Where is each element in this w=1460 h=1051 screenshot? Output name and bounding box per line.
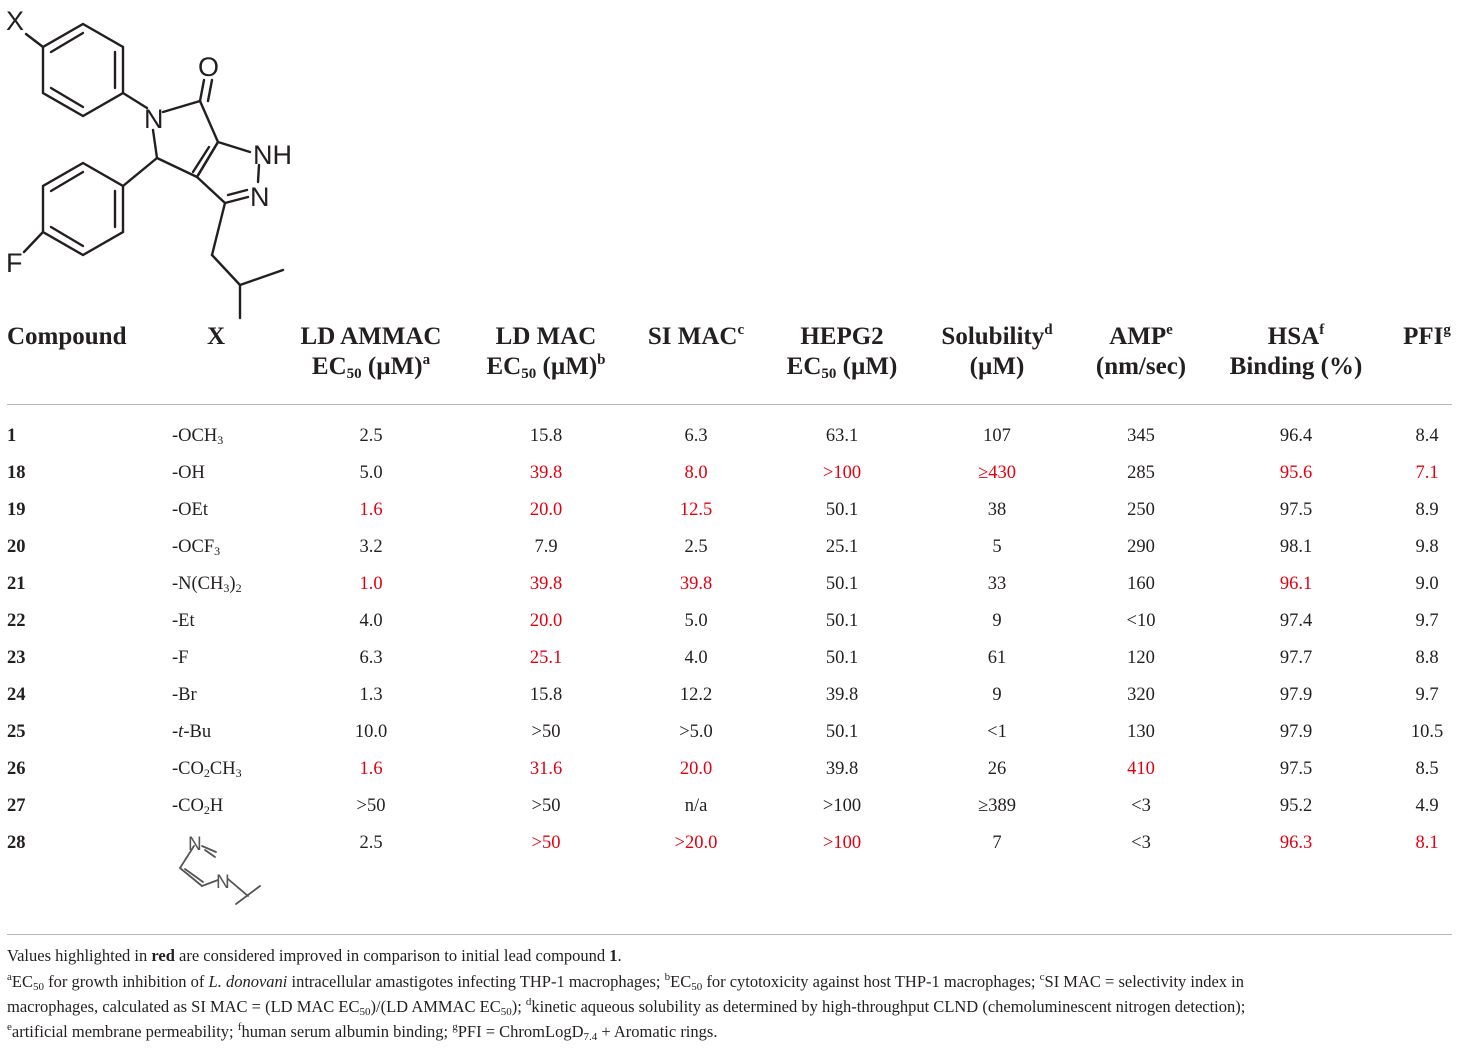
- header-solubility-line1: Solubility$^d$: [941, 322, 1053, 350]
- ammac-value-cell: 1.0: [359, 574, 383, 594]
- amp-value-cell: 160: [1127, 574, 1155, 594]
- header-hsa-line1: HSA$^f$: [1267, 322, 1325, 350]
- table-row: [0, 756, 1460, 793]
- si-value-cell: 8.0: [684, 463, 708, 483]
- compound-id-cell: 20: [7, 537, 26, 557]
- mac-value-cell: 20.0: [529, 611, 563, 631]
- pfi-value-cell: 9.7: [1415, 611, 1439, 631]
- substituent-x-cell: $-CO_2H$: [172, 796, 224, 817]
- mac-value-cell: 25.1: [529, 648, 563, 668]
- compound-id-cell: 19: [7, 500, 26, 520]
- mac-value-cell: 39.8: [529, 574, 563, 594]
- table-row: [0, 793, 1460, 830]
- si-value-cell: 12.5: [679, 500, 713, 520]
- header-hsa: [1230, 322, 1363, 382]
- fluoro-label: F: [6, 248, 23, 278]
- ammac-value-cell: 1.6: [359, 500, 383, 520]
- amp-value-cell: 250: [1127, 500, 1155, 520]
- header-ld-ammac-line2: $EC_{50}$ $(\mu M)^a$: [311, 352, 431, 382]
- table-row: [0, 645, 1460, 682]
- hepg2-value-cell: 50.1: [825, 574, 859, 594]
- header-pfi: [1403, 322, 1451, 352]
- imidazole-substituent-structure: [166, 830, 276, 914]
- mac-value-cell: >50: [531, 796, 561, 816]
- hepg2-value-cell: 39.8: [825, 685, 859, 705]
- header-x-label: X: [206, 323, 226, 350]
- ammac-value-cell: 10.0: [354, 722, 388, 742]
- footnote-c-d: macrophages, calculated as SI MAC = (LD MAC $EC_{50})/(LD$ AMMAC $EC_{50}$); $^d$kinetic aqueous solubility as determined by high-throughput CLND (chemoluminescent nitrogen detection);: [7, 996, 1246, 1018]
- compound-id-cell: 1: [7, 426, 17, 446]
- header-ld-mac: [487, 322, 606, 382]
- pyrazole-nh-label: NH: [253, 140, 292, 170]
- hsa-value-cell: 98.1: [1279, 537, 1313, 557]
- ammac-value-cell: 5.0: [359, 463, 383, 483]
- mac-value-cell: 7.9: [534, 537, 558, 557]
- hsa-value-cell: 97.5: [1279, 500, 1313, 520]
- pfi-value-cell: 7.1: [1415, 463, 1439, 483]
- header-hepg2-line2: $EC_{50}$ (µM): [786, 353, 898, 382]
- sol-value-cell: 7: [992, 833, 1002, 853]
- pfi-value-cell: 8.8: [1415, 648, 1439, 668]
- mac-value-cell: 20.0: [529, 500, 563, 520]
- ammac-value-cell: 3.2: [359, 537, 383, 557]
- header-ld-mac-line2: $EC_{50}$ $(\mu M)^b$: [486, 352, 606, 382]
- compound-id-cell: 25: [7, 722, 26, 742]
- header-hsa-line2: Binding (%): [1229, 353, 1363, 380]
- footer-rule: [7, 934, 1452, 935]
- footnote-a-b-c: $^aEC_{50}$ for growth inhibition of L. donovani intracellular amastigotes infecting THP-1 macrophages; $^bEC_{50}$ for cytotoxicity against host THP-1 macrophages; $^c$SI MAC = selectivity index in: [7, 971, 1245, 993]
- scaffold-structure: [0, 0, 320, 320]
- mac-value-cell: 39.8: [529, 463, 563, 483]
- pfi-value-cell: 9.0: [1415, 574, 1439, 594]
- lactam-nitrogen-label: N: [144, 104, 164, 134]
- hsa-value-cell: 97.9: [1279, 685, 1313, 705]
- header-ld-mac-line1: LD MAC: [495, 323, 597, 350]
- header-si-mac-line1: SI MAC$^c$: [647, 322, 745, 350]
- si-value-cell: >5.0: [679, 722, 713, 742]
- substituent-x-cell: -t-Bu: [172, 722, 212, 742]
- compound-id-cell: 26: [7, 759, 26, 779]
- hepg2-value-cell: >100: [822, 796, 862, 816]
- header-rule: [7, 404, 1452, 405]
- mac-value-cell: 15.8: [529, 426, 563, 446]
- substituent-x-cell: -OEt: [172, 500, 208, 520]
- table-row: [0, 571, 1460, 608]
- hsa-value-cell: 97.7: [1279, 648, 1313, 668]
- table-row: [0, 423, 1460, 460]
- hepg2-value-cell: 25.1: [825, 537, 859, 557]
- hepg2-value-cell: 50.1: [825, 722, 859, 742]
- amp-value-cell: 290: [1127, 537, 1155, 557]
- sol-value-cell: 38: [987, 500, 1007, 520]
- header-x: [207, 322, 225, 352]
- pfi-value-cell: 8.9: [1415, 500, 1439, 520]
- ammac-value-cell: >50: [356, 796, 386, 816]
- amp-value-cell: <3: [1131, 833, 1151, 853]
- si-value-cell: 39.8: [679, 574, 713, 594]
- mac-value-cell: 15.8: [529, 685, 563, 705]
- hepg2-value-cell: 50.1: [825, 611, 859, 631]
- pfi-value-cell: 8.5: [1415, 759, 1439, 779]
- sol-value-cell: 61: [987, 648, 1007, 668]
- substituent-x-cell: -F: [172, 648, 189, 668]
- sol-value-cell: 9: [992, 611, 1002, 631]
- table-row: [0, 534, 1460, 571]
- substituent-x-cell: $-OCH_3$: [172, 426, 224, 447]
- si-value-cell: 6.3: [684, 426, 708, 446]
- carbonyl-oxygen-label: O: [198, 52, 220, 82]
- header-pfi-line1: PFI$^g$: [1403, 322, 1451, 350]
- table-row: [0, 719, 1460, 756]
- pfi-value-cell: 9.8: [1415, 537, 1439, 557]
- sol-value-cell: 9: [992, 685, 1002, 705]
- pfi-value-cell: 10.5: [1410, 722, 1444, 742]
- sol-value-cell: 33: [987, 574, 1007, 594]
- hsa-value-cell: 95.2: [1279, 796, 1313, 816]
- amp-value-cell: 130: [1127, 722, 1155, 742]
- pfi-value-cell: 4.9: [1415, 796, 1439, 816]
- ammac-value-cell: 2.5: [359, 833, 383, 853]
- hsa-value-cell: 95.6: [1279, 463, 1313, 483]
- mac-value-cell: >50: [531, 722, 561, 742]
- header-solubility-line2: (µM): [969, 353, 1025, 380]
- header-solubility: [941, 322, 1052, 382]
- header-amp-line1: AMP$^e$: [1109, 322, 1173, 350]
- hepg2-value-cell: >100: [822, 463, 862, 483]
- imidazole-n3-label: N: [188, 834, 202, 855]
- pfi-value-cell: 9.7: [1415, 685, 1439, 705]
- footnote-e-f-g: $^e$artificial membrane permeability; $^f$human serum albumin binding; $^g$PFI = ChromLogD$_{7.4}$ + Aromatic rings.: [7, 1021, 718, 1043]
- substituent-x-cell: -OH: [172, 463, 205, 483]
- table-row: [0, 497, 1460, 534]
- pfi-value-cell: 8.1: [1415, 833, 1439, 853]
- ammac-value-cell: 1.3: [359, 685, 383, 705]
- si-value-cell: 12.2: [679, 685, 713, 705]
- substituent-x-cell: $-OCF_3$: [172, 537, 221, 558]
- table-row: [0, 608, 1460, 645]
- amp-value-cell: <10: [1126, 611, 1156, 631]
- compound-id-cell: 27: [7, 796, 26, 816]
- sol-value-cell: ≥430: [978, 463, 1016, 483]
- si-value-cell: 2.5: [684, 537, 708, 557]
- hsa-value-cell: 97.9: [1279, 722, 1313, 742]
- header-si-mac: [648, 322, 744, 352]
- compound-id-cell: 28: [7, 833, 26, 853]
- sol-value-cell: <1: [987, 722, 1007, 742]
- substituent-x-label: X: [6, 6, 25, 36]
- mac-value-cell: >50: [531, 833, 561, 853]
- header-amp: [1096, 322, 1186, 382]
- header-compound: [7, 322, 127, 352]
- header-ld-ammac-line1: LD AMMAC: [300, 323, 442, 350]
- header-hepg2-line1: HEPG2: [800, 323, 884, 350]
- table-row: [0, 682, 1460, 719]
- pfi-value-cell: 8.4: [1415, 426, 1439, 446]
- ammac-value-cell: 1.6: [359, 759, 383, 779]
- hsa-value-cell: 96.3: [1279, 833, 1313, 853]
- header-ld-ammac: [301, 322, 442, 382]
- si-value-cell: 5.0: [684, 611, 708, 631]
- hsa-value-cell: 97.5: [1279, 759, 1313, 779]
- compound-id-cell: 22: [7, 611, 26, 631]
- compound-id-cell: 23: [7, 648, 26, 668]
- amp-value-cell: 345: [1127, 426, 1155, 446]
- sol-value-cell: 5: [992, 537, 1002, 557]
- header-amp-line2: (nm/sec): [1095, 353, 1187, 380]
- amp-value-cell: 120: [1127, 648, 1155, 668]
- amp-value-cell: 285: [1127, 463, 1155, 483]
- hepg2-value-cell: 50.1: [825, 648, 859, 668]
- hepg2-value-cell: 63.1: [825, 426, 859, 446]
- hepg2-value-cell: 50.1: [825, 500, 859, 520]
- compound-id-cell: 21: [7, 574, 26, 594]
- compound-id-cell: 18: [7, 463, 26, 483]
- ammac-value-cell: 4.0: [359, 611, 383, 631]
- substituent-x-cell: $-N(CH_3)_2$: [172, 574, 242, 595]
- mac-value-cell: 31.6: [529, 759, 563, 779]
- si-value-cell: 20.0: [679, 759, 713, 779]
- amp-value-cell: <3: [1131, 796, 1151, 816]
- si-value-cell: n/a: [684, 796, 708, 816]
- sol-value-cell: 26: [987, 759, 1007, 779]
- ammac-value-cell: 6.3: [359, 648, 383, 668]
- si-value-cell: >20.0: [674, 833, 718, 853]
- hsa-value-cell: 97.4: [1279, 611, 1313, 631]
- hepg2-value-cell: 39.8: [825, 759, 859, 779]
- header-hepg2: [787, 322, 898, 382]
- substituent-x-cell: -Et: [172, 611, 195, 631]
- si-value-cell: 4.0: [684, 648, 708, 668]
- amp-value-cell: 410: [1127, 759, 1155, 779]
- hsa-value-cell: 96.4: [1279, 426, 1313, 446]
- pyrazole-n-label: N: [250, 182, 270, 212]
- imidazole-n1-label: N: [216, 872, 230, 893]
- substituent-x-cell: $-CO_2CH_3$: [172, 759, 242, 780]
- hepg2-value-cell: >100: [822, 833, 862, 853]
- footnote-highlight: Values highlighted in red are considered improved in comparison to initial lead compound 1.: [7, 946, 622, 965]
- amp-value-cell: 320: [1127, 685, 1155, 705]
- table-row: [0, 460, 1460, 497]
- substituent-x-cell: -Br: [172, 685, 197, 705]
- header-compound-label: Compound: [7, 323, 127, 350]
- sol-value-cell: ≥389: [978, 796, 1016, 816]
- hsa-value-cell: 96.1: [1279, 574, 1313, 594]
- compound-id-cell: 24: [7, 685, 26, 705]
- sol-value-cell: 107: [983, 426, 1011, 446]
- ammac-value-cell: 2.5: [359, 426, 383, 446]
